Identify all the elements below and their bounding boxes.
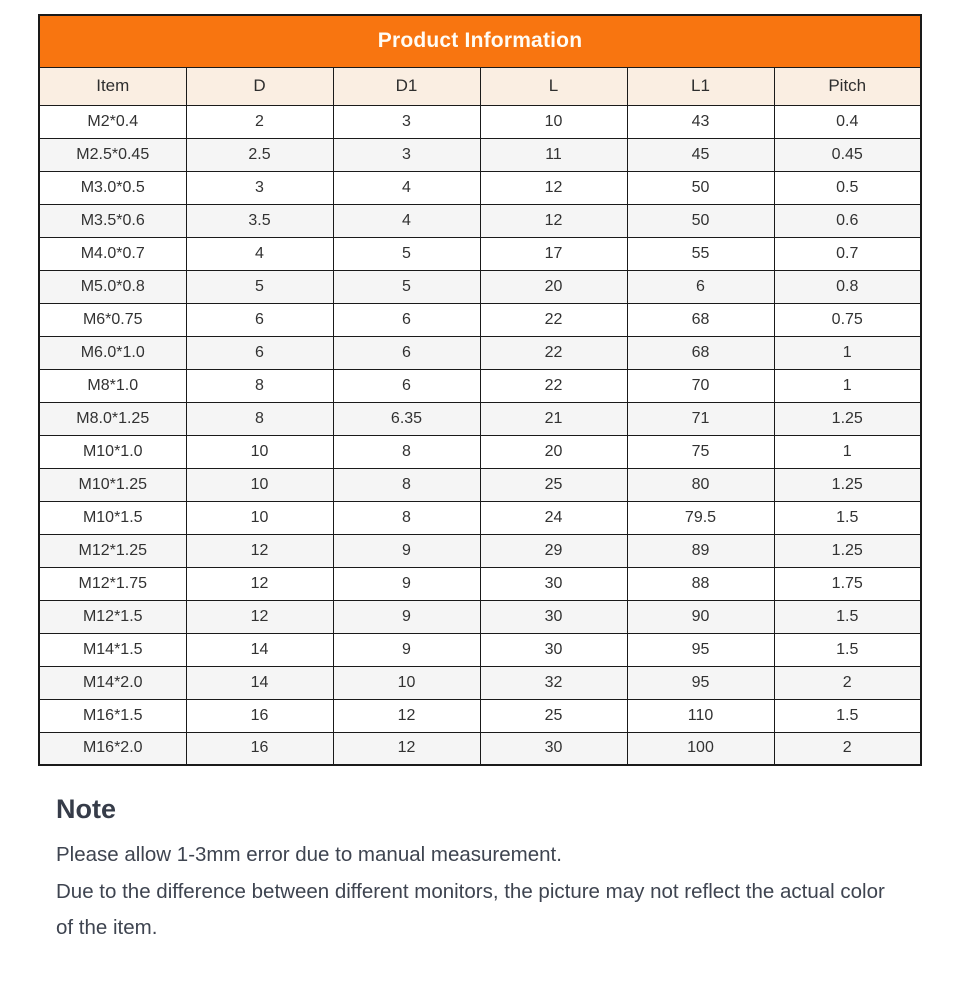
table-cell: 2.5 <box>186 138 333 171</box>
table-cell: 9 <box>333 633 480 666</box>
table-cell: 9 <box>333 600 480 633</box>
title-row <box>39 15 921 67</box>
table-cell: 29 <box>480 534 627 567</box>
table-cell: 25 <box>480 699 627 732</box>
table-cell: M2.5*0.45 <box>39 138 186 171</box>
table-cell: 8 <box>333 435 480 468</box>
table-cell: 0.5 <box>774 171 921 204</box>
table-row <box>39 435 921 468</box>
table-row <box>39 171 921 204</box>
table-cell: 30 <box>480 567 627 600</box>
table-row <box>39 666 921 699</box>
table-cell: 6 <box>333 336 480 369</box>
table-row <box>39 567 921 600</box>
table-cell: 3 <box>333 138 480 171</box>
table-cell: 6 <box>186 336 333 369</box>
table-cell: M10*1.25 <box>39 468 186 501</box>
table-cell: 22 <box>480 369 627 402</box>
table-cell: 8 <box>333 501 480 534</box>
table-row <box>39 105 921 138</box>
table-cell: 9 <box>333 567 480 600</box>
table-cell: 2 <box>186 105 333 138</box>
table-cell: 16 <box>186 732 333 765</box>
column-header-row <box>39 67 921 105</box>
table-row <box>39 303 921 336</box>
table-cell: 12 <box>186 600 333 633</box>
column-header-l: L <box>480 67 627 105</box>
table-row <box>39 204 921 237</box>
table-cell: M3.5*0.6 <box>39 204 186 237</box>
table-cell: M10*1.0 <box>39 435 186 468</box>
table-row <box>39 699 921 732</box>
table-cell: 21 <box>480 402 627 435</box>
table-cell: 43 <box>627 105 774 138</box>
table-cell: 10 <box>186 435 333 468</box>
table-cell: 1.5 <box>774 501 921 534</box>
table-cell: 10 <box>480 105 627 138</box>
column-header-item: Item <box>39 67 186 105</box>
table-cell: 1 <box>774 435 921 468</box>
table-cell: 30 <box>480 600 627 633</box>
table-cell: 45 <box>627 138 774 171</box>
table-row <box>39 402 921 435</box>
table-cell: 95 <box>627 666 774 699</box>
table-row <box>39 369 921 402</box>
table-cell: 8 <box>186 369 333 402</box>
column-header-l1: L1 <box>627 67 774 105</box>
table-cell: 1.25 <box>774 534 921 567</box>
table-cell: 0.45 <box>774 138 921 171</box>
table-cell: 9 <box>333 534 480 567</box>
table-cell: 2 <box>774 732 921 765</box>
table-cell: 10 <box>186 468 333 501</box>
table-cell: 0.8 <box>774 270 921 303</box>
table-cell: M10*1.5 <box>39 501 186 534</box>
table-cell: 0.6 <box>774 204 921 237</box>
table-cell: M14*1.5 <box>39 633 186 666</box>
table-cell: 1.25 <box>774 468 921 501</box>
table-cell: 1.75 <box>774 567 921 600</box>
table-cell: M2*0.4 <box>39 105 186 138</box>
table-cell: 8 <box>186 402 333 435</box>
table-cell: 6 <box>186 303 333 336</box>
column-header-pitch: Pitch <box>774 67 921 105</box>
table-cell: M6*0.75 <box>39 303 186 336</box>
table-cell: 88 <box>627 567 774 600</box>
table-cell: 6 <box>333 303 480 336</box>
table-cell: M16*2.0 <box>39 732 186 765</box>
table-cell: 68 <box>627 336 774 369</box>
table-body <box>39 105 921 765</box>
table-cell: 20 <box>480 270 627 303</box>
table-row <box>39 501 921 534</box>
table-cell: 80 <box>627 468 774 501</box>
column-header-d: D <box>186 67 333 105</box>
table-cell: 0.75 <box>774 303 921 336</box>
table-cell: 14 <box>186 633 333 666</box>
note-line-measurement: Please allow 1-3mm error due to manual measurement. <box>56 843 562 866</box>
table-cell: 16 <box>186 699 333 732</box>
table-cell: 1.5 <box>774 600 921 633</box>
table-cell: 1 <box>774 336 921 369</box>
table-cell: 22 <box>480 303 627 336</box>
column-header-d1: D1 <box>333 67 480 105</box>
table-cell: M16*1.5 <box>39 699 186 732</box>
table-cell: 4 <box>186 237 333 270</box>
note-line-monitor-color: Due to the difference between different monitors, the picture may not reflect the actual color of the item. <box>56 879 885 939</box>
table-cell: 24 <box>480 501 627 534</box>
table-cell: M12*1.25 <box>39 534 186 567</box>
table-cell: 25 <box>480 468 627 501</box>
table-cell: 70 <box>627 369 774 402</box>
table-cell: M8*1.0 <box>39 369 186 402</box>
table-cell: M12*1.75 <box>39 567 186 600</box>
table-cell: 6 <box>333 369 480 402</box>
table-cell: 10 <box>333 666 480 699</box>
table-cell: 2 <box>774 666 921 699</box>
table-cell: 68 <box>627 303 774 336</box>
table-cell: 95 <box>627 633 774 666</box>
table-cell: 0.4 <box>774 105 921 138</box>
table-cell: 50 <box>627 204 774 237</box>
table-cell: 100 <box>627 732 774 765</box>
table-cell: 14 <box>186 666 333 699</box>
table-row <box>39 633 921 666</box>
table-row <box>39 336 921 369</box>
table-cell: M6.0*1.0 <box>39 336 186 369</box>
table-cell: 1.5 <box>774 699 921 732</box>
product-info-table <box>38 14 922 766</box>
table-cell: 75 <box>627 435 774 468</box>
table-cell: 32 <box>480 666 627 699</box>
table-cell: 3.5 <box>186 204 333 237</box>
table-cell: 110 <box>627 699 774 732</box>
table-row <box>39 732 921 765</box>
table-cell: 1 <box>774 369 921 402</box>
table-cell: 30 <box>480 633 627 666</box>
table-cell: 1.25 <box>774 402 921 435</box>
table-row <box>39 534 921 567</box>
table-cell: 71 <box>627 402 774 435</box>
table-cell: 50 <box>627 171 774 204</box>
table-cell: 12 <box>186 534 333 567</box>
table-row <box>39 600 921 633</box>
table-cell: 12 <box>480 204 627 237</box>
table-cell: M3.0*0.5 <box>39 171 186 204</box>
table-cell: 5 <box>333 237 480 270</box>
table-cell: 79.5 <box>627 501 774 534</box>
table-cell: 89 <box>627 534 774 567</box>
table-cell: 6.35 <box>333 402 480 435</box>
table-cell: 12 <box>333 732 480 765</box>
table-cell: M12*1.5 <box>39 600 186 633</box>
table-cell: 12 <box>480 171 627 204</box>
table-cell: 5 <box>186 270 333 303</box>
table-cell: 55 <box>627 237 774 270</box>
table-cell: 12 <box>333 699 480 732</box>
table-cell: 5 <box>333 270 480 303</box>
table-cell: 22 <box>480 336 627 369</box>
table-cell: 0.7 <box>774 237 921 270</box>
table-cell: M5.0*0.8 <box>39 270 186 303</box>
table-cell: 12 <box>186 567 333 600</box>
table-cell: M4.0*0.7 <box>39 237 186 270</box>
table-cell: 4 <box>333 204 480 237</box>
table-cell: M8.0*1.25 <box>39 402 186 435</box>
table-cell: 20 <box>480 435 627 468</box>
table-cell: 8 <box>333 468 480 501</box>
table-cell: 90 <box>627 600 774 633</box>
note-section <box>0 766 960 947</box>
table-cell: 11 <box>480 138 627 171</box>
table-cell: 6 <box>627 270 774 303</box>
table-cell: 3 <box>333 105 480 138</box>
table-title: Product Information <box>39 15 921 67</box>
note-heading: Note <box>56 794 116 824</box>
table-row <box>39 237 921 270</box>
table-cell: 10 <box>186 501 333 534</box>
table-cell: 30 <box>480 732 627 765</box>
table-cell: 1.5 <box>774 633 921 666</box>
table-cell: 17 <box>480 237 627 270</box>
table-cell: M14*2.0 <box>39 666 186 699</box>
table-row <box>39 468 921 501</box>
table-cell: 3 <box>186 171 333 204</box>
table-row <box>39 270 921 303</box>
table-cell: 4 <box>333 171 480 204</box>
table-row <box>39 138 921 171</box>
